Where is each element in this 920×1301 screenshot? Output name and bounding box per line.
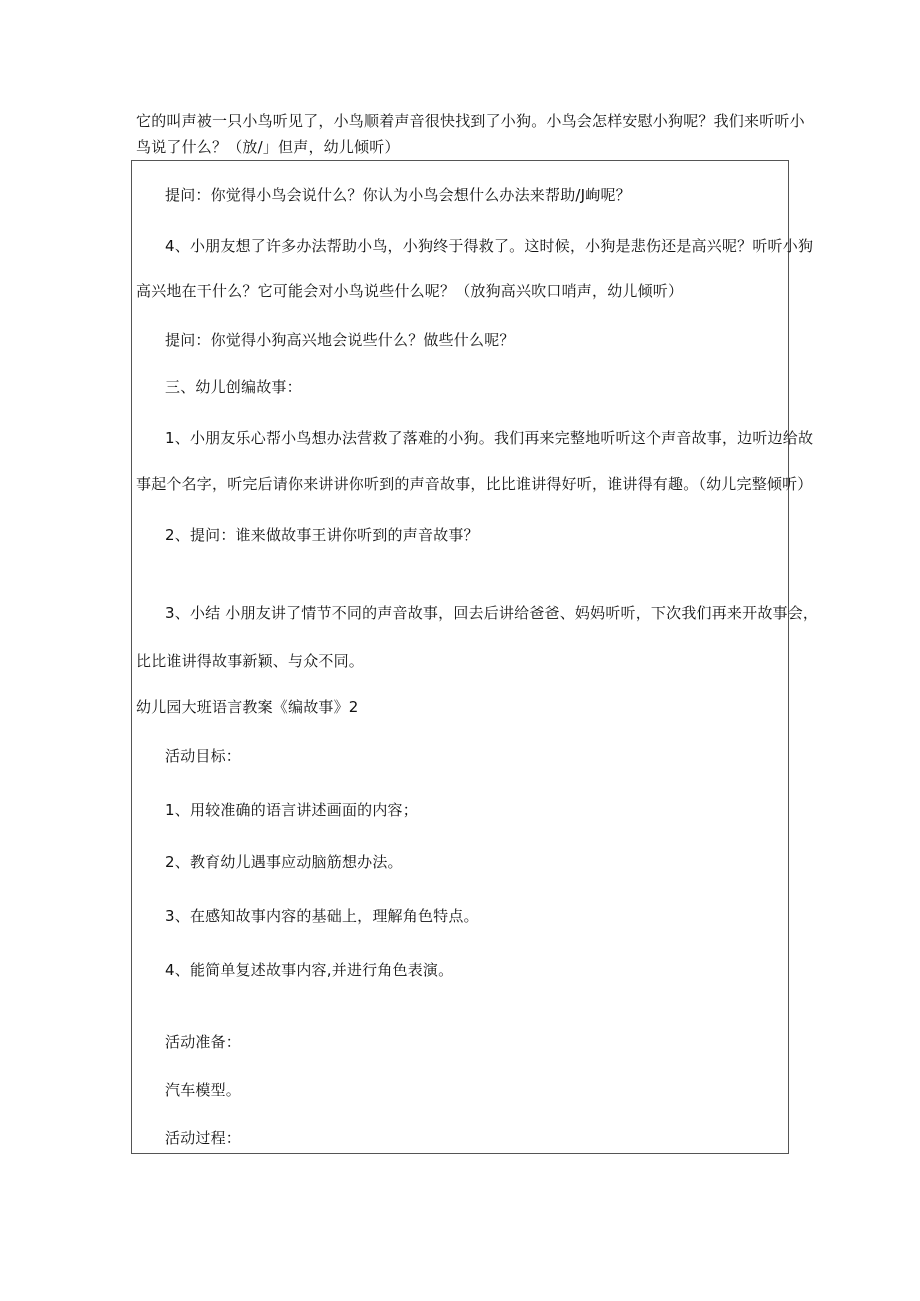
lesson-title: 幼儿园大班语言教案《编故事》2 [136,698,359,716]
goal-item-3: 3、在感知故事内容的基础上，理解角色特点。 [165,907,479,925]
section-3-heading: 三、幼儿创编故事： [165,378,302,396]
step4-text-line-2: 高兴地在干什么？它可能会对小鸟说些什么呢？（放狗高兴吹口哨声，幼儿倾听） [136,282,684,300]
question-dog-text: 提问：你觉得小狗高兴地会说些什么？做些什么呢？ [165,331,515,349]
intro-text-line-2: 鸟说了什么？（放/」但声，幼儿倾听） [136,138,400,156]
preparation-item: 汽车模型。 [165,1081,242,1099]
question-bird-text: 提问：你觉得小鸟会说什么？你认为小鸟会想什么办法来帮助/J峋呢？ [165,186,631,204]
section3-item2-text: 2、提问：谁来做故事王讲你听到的声音故事？ [165,526,479,544]
section3-item3-line-1: 3、小结 小朋友讲了情节不同的声音故事，回去后讲给爸爸、妈妈听听，下次我们再来开故事会， [165,604,819,622]
preparation-heading: 活动准备： [165,1033,242,1051]
goals-heading: 活动目标： [165,747,242,765]
section3-item3-line-2: 比比谁讲得故事新颖、与众不同。 [136,652,365,670]
step4-text-line-1: 4、小朋友想了许多办法帮助小鸟，小狗终于得救了。这时候，小狗是悲伤还是高兴呢？听听小狗 [165,237,814,255]
intro-text-line-1: 它的叫声被一只小鸟听见了，小鸟顺着声音很快找到了小狗。小鸟会怎样安慰小狗呢？我们来听听小 [136,112,805,130]
goal-item-4: 4、能简单复述故事内容,并进行角色表演。 [165,961,454,979]
goal-item-1: 1、用较准确的语言讲述画面的内容； [165,801,418,819]
section3-item1-line-1: 1、小朋友乐心帮小鸟想办法营救了落难的小狗。我们再来完整地听听这个声音故事，边听边给故 [165,429,814,447]
section3-item1-line-2: 事起个名字，听完后请你来讲讲你听到的声音故事，比比谁讲得好听，谁讲得有趣。（幼儿完整倾听） [136,475,813,493]
process-heading: 活动过程： [165,1129,242,1147]
goal-item-2: 2、教育幼儿遇事应动脑筋想办法。 [165,853,403,871]
